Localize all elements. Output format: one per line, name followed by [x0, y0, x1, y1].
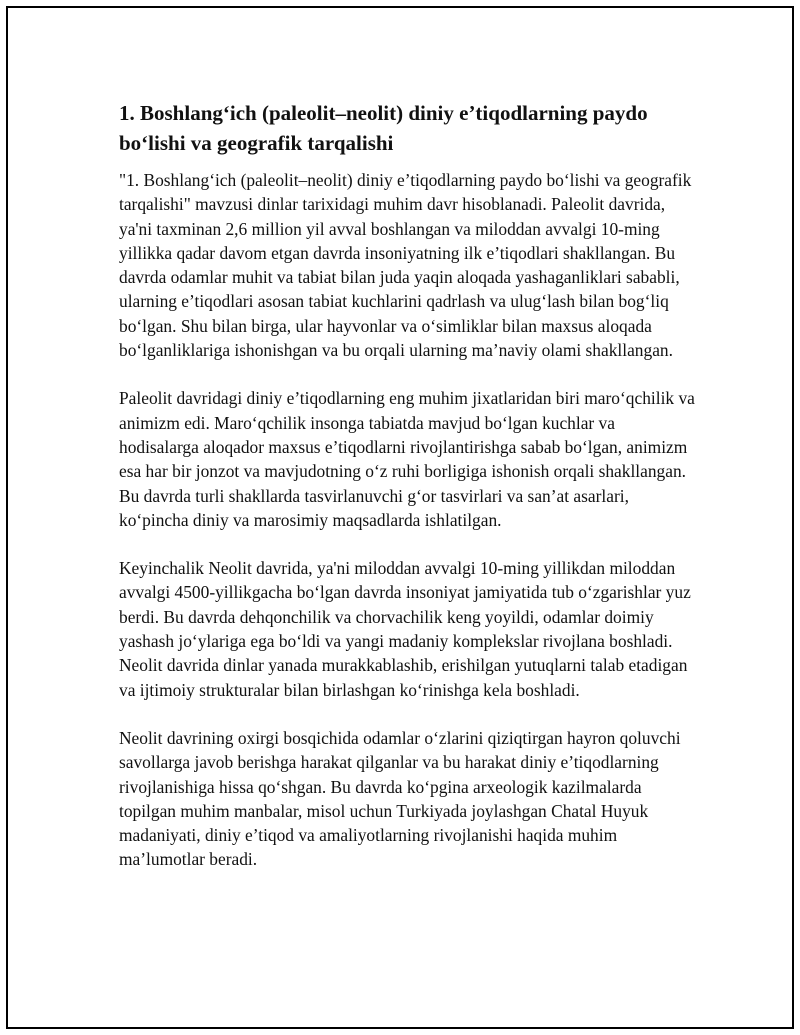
document-body	[119, 98, 699, 896]
document-heading: 1. Boshlang‘ich (paleolit–neolit) diniy e’tiqodlarning paydo bo‘lishi va geografik tarqalishi	[119, 101, 648, 155]
paragraph-neolithic-period: Keyinchalik Neolit davrida, ya'ni miloddan avvalgi 10-ming yillikdan miloddan avvalgi 4500-yillikgacha bo‘lgan davrda insoniyat jamiyatida tub o‘zgarishlar yuz berdi. Bu davrda dehqonchilik va chorvachilik keng yoyildi, odamlar doimiy yashash jo‘ylariga ega bo‘ldi va yangi madaniy komplekslar rivojlana boshladi. Neolit davrida dinlar yanada murakkablashib, erishilgan yutuqlarni talab etadigan va ijtimoiy strukturalar bilan birlashgan ko‘rinishga kela boshladi.	[119, 558, 691, 700]
paragraph-intro: "1. Boshlang‘ich (paleolit–neolit) diniy e’tiqodlarning paydo bo‘lishi va geografik tarqalishi" mavzusi dinlar tarixidagi muhim davr hisoblanadi. Paleolit davrida, ya'ni taxminan 2,6 million yil avval boshlangan va miloddan avvalgi 10-ming yillikka qadar davom etgan davrda insoniyatning ilk e’tiqodlari shakllangan. Bu davrda odamlar muhit va tabiat bilan juda yaqin aloqada yashaganliklari sababli, ularning e’tiqodlari asosan tabiat kuchlarini qadrlash va ulug‘lash bilan bog‘liq bo‘lgan. Shu bilan birga, ular hayvonlar va o‘simliklar bilan maxsus aloqada bo‘lganliklariga ishonishgan va bu orqali ularning ma’naviy olami shakllangan.	[119, 170, 692, 361]
paragraph-late-neolithic: Neolit davrining oxirgi bosqichida odamlar o‘zlarini qiziqtirgan hayron qoluvchi savollarga javob berishga harakat qilganlar va bu harakat diniy e’tiqodlarning rivojlanishiga hissa qo‘shgan. Bu davrda ko‘pgina arxeologik kazilmalarda topilgan muhim manbalar, misol uchun Turkiyada joylashgan Chatal Huyuk madaniyati, diniy e’tiqod va amaliyotlarning rivojlanishi haqida muhim ma’lumotlar beradi.	[119, 727, 681, 870]
page-border	[6, 6, 794, 1029]
paragraph-paleolithic-beliefs: Paleolit davridagi diniy e’tiqodlarning eng muhim jixatlaridan biri maro‘qchilik va animizm edi. Maro‘qchilik insonga tabiatda mavjud bo‘lgan kuchlar va hodisalarga aloqador maxsus e’tiqodlarni rivojlantirishga sabab bo‘lgan, animizm esa har bir jonzot va mavjudotning o‘z ruhi borligiga ishonish orqali shakllangan. Bu davrda turli shakllarda tasvirlanuvchi g‘or tasvirlari va san’at asarlari, ko‘pincha diniy va marosimiy maqsadlarda ishlatilgan.	[119, 388, 695, 530]
